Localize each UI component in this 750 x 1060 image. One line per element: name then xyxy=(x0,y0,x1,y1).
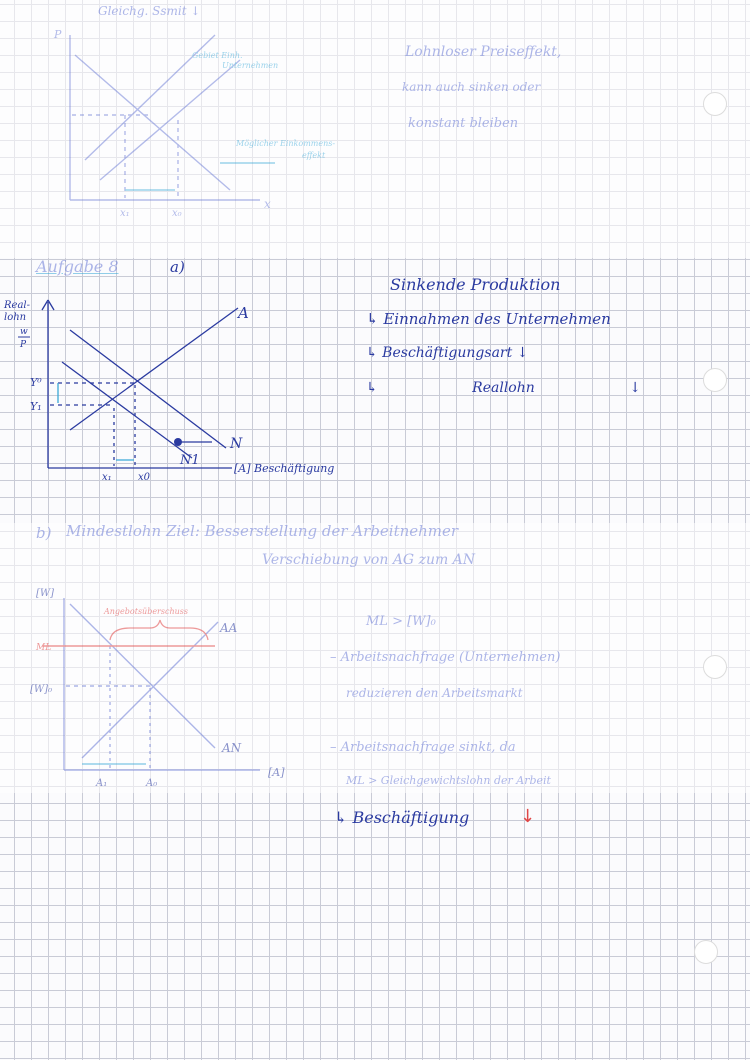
task-b-note-1: ML > [W]₀ xyxy=(366,614,436,629)
top-note-3: konstant bleiben xyxy=(408,116,519,131)
task-a-y-frac-num: w xyxy=(20,327,28,337)
task-a-curve-n-label: N xyxy=(230,436,243,452)
task-a-note-3: ↳ Beschäftigungsart ↓ xyxy=(366,345,529,361)
task-a-note-4: ↳ Reallohn ↓ xyxy=(366,380,641,396)
top-chart-shift2: Möglicher Einkommens- xyxy=(236,139,336,148)
top-note-2: kann auch sinken oder xyxy=(402,80,541,94)
task-b-y-mid: [W]₀ xyxy=(30,684,53,695)
task-b-y-top: [W] xyxy=(36,588,55,599)
top-chart-x-label: x xyxy=(264,197,271,211)
task-b-a1: A₁ xyxy=(96,778,108,789)
task-a-y0: Y⁰ xyxy=(30,376,42,389)
task-b-line-2: Verschiebung von AG zum AN xyxy=(262,552,476,568)
top-chart-shift1: Gebiet Einh. xyxy=(192,51,243,60)
task-b-curve-an xyxy=(70,604,215,748)
task-a-y-label-2: lohn xyxy=(4,312,27,323)
task-b-surplus: Angebotsüberschuss xyxy=(104,607,188,616)
task-a-x-axis-label: [A] Beschäftigung xyxy=(234,462,335,475)
task-a-y-frac-den: P xyxy=(20,340,27,350)
top-header: Gleichg. Ssmit ↓ xyxy=(98,4,201,18)
task-heading: Aufgabe 8 xyxy=(36,257,119,276)
task-a-shift-dot xyxy=(174,438,182,446)
task-a-y-label-1: Real- xyxy=(4,300,30,311)
task-b-surplus-brace xyxy=(110,620,208,640)
top-chart-demand-line xyxy=(75,55,230,190)
task-a-note-2: ↳ Einnahmen des Unternehmen xyxy=(366,310,611,328)
punch-hole xyxy=(703,92,727,116)
task-b-note-3: reduzieren den Arbeitsmarkt xyxy=(346,686,523,700)
task-a-note-1: Sinkende Produktion xyxy=(390,275,561,294)
task-a-x1: x₁ xyxy=(102,472,112,483)
task-b-an-label: AN xyxy=(222,741,242,755)
task-b-note-2: – Arbeitsnachfrage (Unternehmen) xyxy=(330,650,561,665)
punch-hole xyxy=(694,940,718,964)
task-b-conclusion: ↳ Beschäftigung xyxy=(334,808,470,827)
task-a-part: a) xyxy=(170,258,185,276)
task-b-line-1: Mindestlohn Ziel: Besserstellung der Arbeitnehmer xyxy=(66,522,459,540)
top-chart-x1: x₁ xyxy=(120,208,130,219)
task-b-part: b) xyxy=(36,524,52,542)
task-b-chart xyxy=(0,580,320,800)
task-b-note-4: – Arbeitsnachfrage sinkt, da xyxy=(330,740,516,755)
task-a-y1: Y₁ xyxy=(30,400,42,413)
task-a-curve-n1-label: N1 xyxy=(180,453,200,468)
task-a-curve-a xyxy=(70,308,238,430)
top-chart-shift1b: Unternehmen xyxy=(222,61,279,70)
top-note-1: Lohnloser Preiseffekt, xyxy=(405,44,562,60)
task-b-x-axis-label: [A] xyxy=(268,766,285,779)
punch-hole xyxy=(703,368,727,392)
top-chart-x0: x₀ xyxy=(172,208,182,219)
task-a-curve-n1 xyxy=(62,362,192,458)
task-b-conclusion-arrow: ↓ xyxy=(520,806,536,827)
task-b-note-5: ML > Gleichgewichtslohn der Arbeit xyxy=(346,774,551,787)
task-b-ml: ML xyxy=(36,643,52,653)
task-b-a0: A₀ xyxy=(146,778,158,789)
top-chart-shift2b: effekt xyxy=(302,151,326,160)
punch-hole xyxy=(703,655,727,679)
task-a-chart xyxy=(0,290,360,490)
task-a-curve-a-label: A xyxy=(238,304,249,322)
task-a-x0: x0 xyxy=(138,472,151,483)
top-chart xyxy=(40,20,360,250)
task-a-curve-n xyxy=(70,330,226,448)
top-chart-p-label: P xyxy=(54,28,62,41)
task-b-aa-label: AA xyxy=(220,621,238,635)
